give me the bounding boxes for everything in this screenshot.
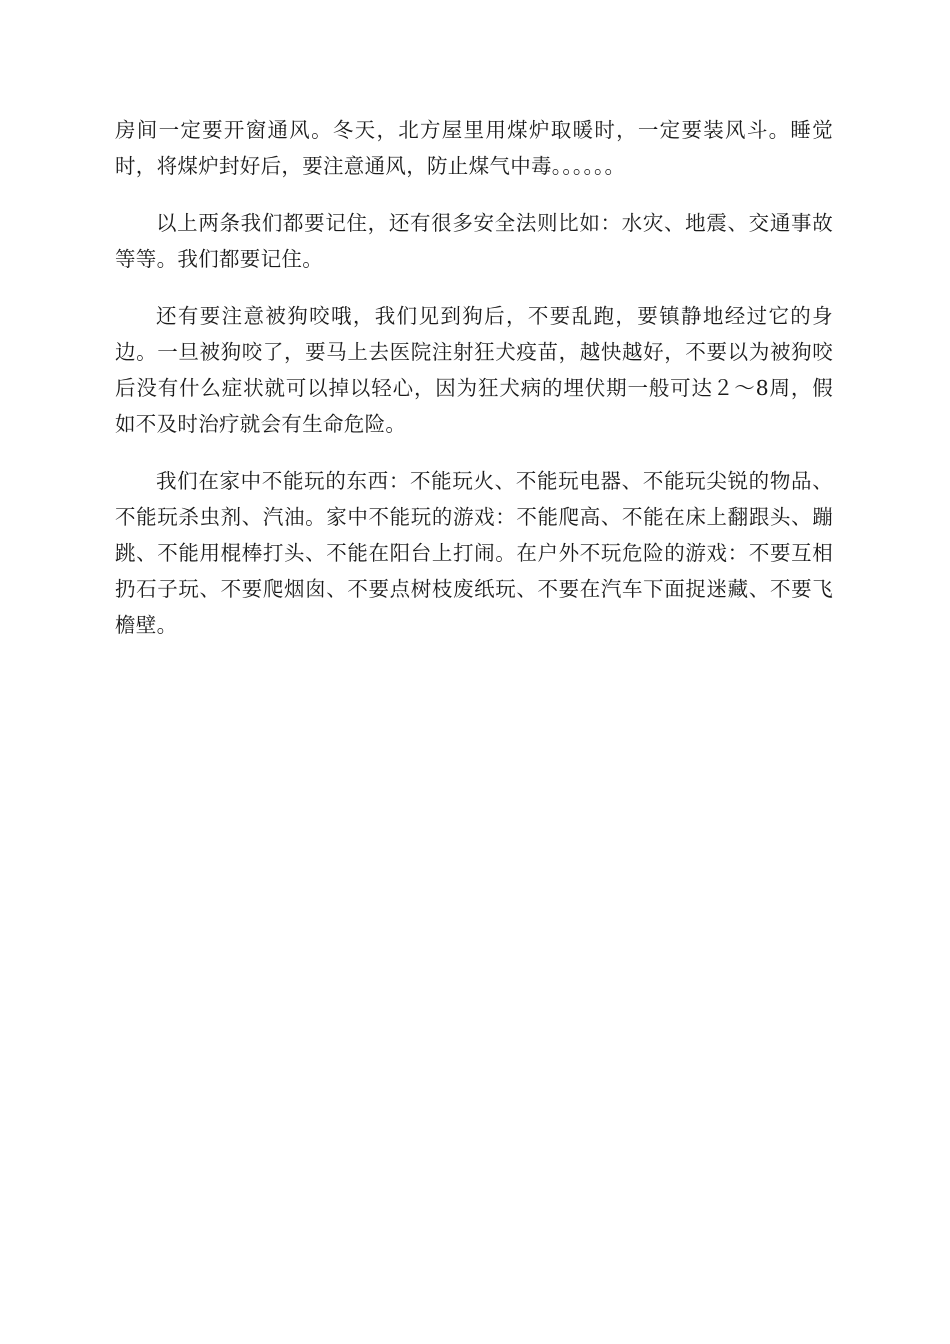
paragraph-1: 房间一定要开窗通风。冬天，北方屋里用煤炉取暖时，一定要装风斗。睡觉时，将煤炉封好后，要注意通风，防止煤气中毒。。。。。。 [115, 118, 833, 178]
paragraph-3: 还有要注意被狗咬哦，我们见到狗后，不要乱跑，要镇静地经过它的身边。一旦被狗咬了，要马上去医院注射狂犬疫苗，越快越好，不要以为被狗咬后没有什么症状就可以掉以轻心，因为狂犬病的埋伏期一般可达２～8周，假如不及时治疗就会有生命危险。 [115, 304, 833, 436]
paragraph-4: 我们在家中不能玩的东西：不能玩火、不能玩电器、不能玩尖锐的物品、不能玩杀虫剂、汽油。家中不能玩的游戏：不能爬高、不能在床上翻跟头、蹦跳、不能用棍棒打头、不能在阳台上打闹。在户外不玩危险的游戏：不要互相扔石子玩、不要爬烟囱、不要点树枝废纸玩、不要在汽车下面捉迷藏、不要飞檐壁。 [115, 469, 833, 637]
paragraph-2: 以上两条我们都要记住，还有很多安全法则比如：水灾、地震、交通事故等等。我们都要记住。 [115, 211, 833, 271]
document-body [115, 112, 833, 664]
